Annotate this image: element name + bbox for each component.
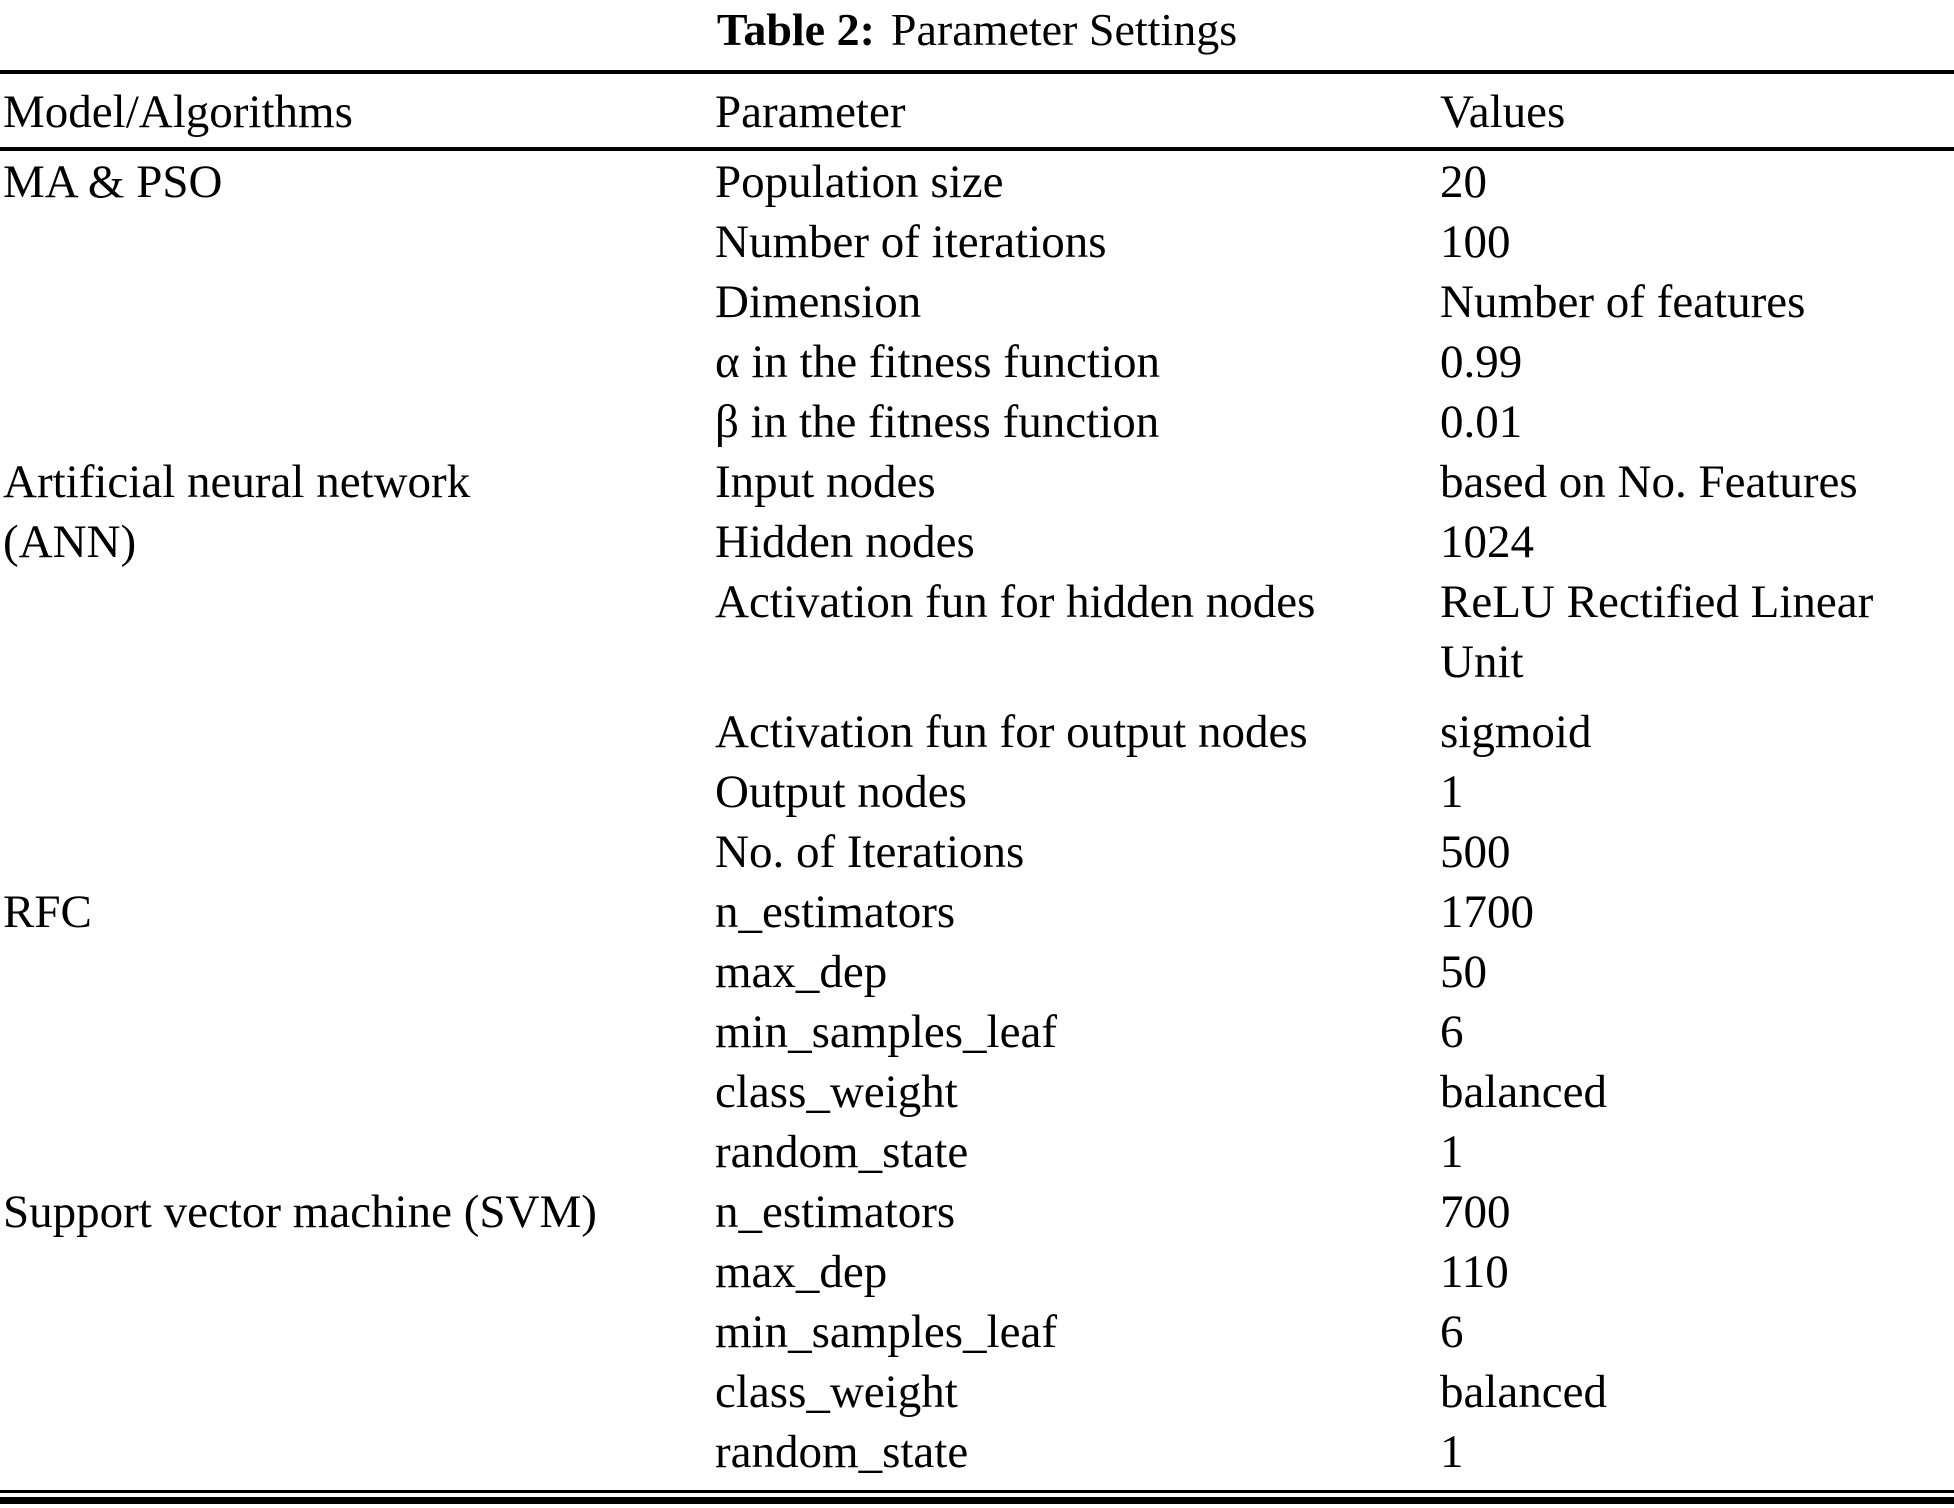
value-cell bbox=[1440, 882, 1954, 942]
value-cell bbox=[1440, 1002, 1954, 1062]
value-cell bbox=[1440, 212, 1954, 272]
parameter-rows bbox=[715, 452, 1954, 882]
value-line: 1 bbox=[1440, 766, 1464, 818]
value-cell bbox=[1440, 452, 1954, 512]
value-line: ReLU Rectified Linear bbox=[1440, 576, 1874, 628]
model-name: (ANN) bbox=[3, 516, 137, 568]
value-line: sigmoid bbox=[1440, 706, 1592, 758]
value-cell bbox=[1440, 512, 1954, 572]
table-bottom-rule-thin bbox=[0, 1490, 1954, 1493]
value-cell bbox=[1440, 762, 1954, 822]
parameter-rows bbox=[715, 1182, 1954, 1482]
model-group bbox=[0, 452, 1954, 882]
parameter-rows bbox=[715, 152, 1954, 452]
value-cell bbox=[1440, 822, 1954, 882]
table-row bbox=[715, 1002, 1954, 1062]
value-cell bbox=[1440, 1182, 1954, 1242]
parameter-cell: max_dep bbox=[715, 1246, 888, 1298]
table-row bbox=[715, 212, 1954, 272]
model-group bbox=[0, 152, 1954, 452]
parameter-cell: Input nodes bbox=[715, 456, 936, 508]
value-line: Unit bbox=[1440, 636, 1524, 688]
value-line: 100 bbox=[1440, 216, 1511, 268]
value-line: 50 bbox=[1440, 946, 1487, 998]
parameter-cell: class_weight bbox=[715, 1366, 958, 1418]
parameter-cell: Number of iterations bbox=[715, 216, 1107, 268]
table-row bbox=[715, 1182, 1954, 1242]
parameter-cell: n_estimators bbox=[715, 1186, 956, 1238]
table-header-row bbox=[0, 82, 1954, 142]
model-name: RFC bbox=[3, 886, 92, 938]
value-line: balanced bbox=[1440, 1066, 1608, 1118]
parameter-cell: Dimension bbox=[715, 276, 922, 328]
value-cell bbox=[1440, 702, 1954, 762]
parameter-cell: No. of Iterations bbox=[715, 826, 1025, 878]
value-cell bbox=[1440, 152, 1954, 212]
value-line: 20 bbox=[1440, 156, 1487, 208]
parameter-rows bbox=[715, 882, 1954, 1182]
table-row bbox=[715, 272, 1954, 332]
value-line: 0.99 bbox=[1440, 336, 1523, 388]
value-line: balanced bbox=[1440, 1366, 1608, 1418]
parameter-cell: class_weight bbox=[715, 1066, 958, 1118]
table-top-rule bbox=[0, 70, 1954, 74]
parameter-cell: min_samples_leaf bbox=[715, 1306, 1057, 1358]
model-cell bbox=[0, 882, 715, 1182]
value-cell bbox=[1440, 1062, 1954, 1122]
parameter-cell: random_state bbox=[715, 1426, 969, 1478]
table-row bbox=[715, 512, 1954, 572]
value-cell bbox=[1440, 1302, 1954, 1362]
table-row bbox=[715, 1242, 1954, 1302]
value-cell bbox=[1440, 332, 1954, 392]
parameter-cell: α in the fitness function bbox=[715, 336, 1160, 388]
value-cell bbox=[1440, 1362, 1954, 1422]
parameter-cell: min_samples_leaf bbox=[715, 1006, 1057, 1058]
value-line: 500 bbox=[1440, 826, 1511, 878]
parameter-cell: β in the fitness function bbox=[715, 396, 1160, 448]
parameter-cell: max_dep bbox=[715, 946, 888, 998]
model-name: Support vector machine (SVM) bbox=[3, 1186, 597, 1238]
column-header-model: Model/Algorithms bbox=[3, 86, 353, 138]
value-line: 6 bbox=[1440, 1006, 1464, 1058]
value-cell bbox=[1440, 942, 1954, 1002]
model-cell bbox=[0, 452, 715, 882]
parameter-cell: Population size bbox=[715, 156, 1004, 208]
value-line: 700 bbox=[1440, 1186, 1511, 1238]
value-cell bbox=[1440, 1242, 1954, 1302]
value-cell bbox=[1440, 1122, 1954, 1182]
table-row bbox=[715, 1062, 1954, 1122]
parameter-cell: Activation fun for output nodes bbox=[715, 706, 1308, 758]
value-cell bbox=[1440, 272, 1954, 332]
table-row bbox=[715, 702, 1954, 762]
table-row bbox=[715, 572, 1954, 692]
column-header-values: Values bbox=[1440, 86, 1566, 138]
value-line: based on No. Features bbox=[1440, 456, 1858, 508]
value-line: 0.01 bbox=[1440, 396, 1523, 448]
table-row bbox=[715, 1422, 1954, 1482]
table-row bbox=[715, 942, 1954, 1002]
parameter-cell: Hidden nodes bbox=[715, 516, 975, 568]
model-group bbox=[0, 1182, 1954, 1482]
table-caption bbox=[0, 2, 1954, 58]
parameter-cell: Activation fun for hidden nodes bbox=[715, 576, 1316, 628]
table-bottom-rule-thick bbox=[0, 1497, 1954, 1504]
value-cell bbox=[1440, 1422, 1954, 1482]
table-header-rule bbox=[0, 147, 1954, 151]
table-row bbox=[715, 452, 1954, 512]
model-name: MA & PSO bbox=[3, 156, 223, 208]
value-line: 110 bbox=[1440, 1246, 1509, 1298]
value-line: 1 bbox=[1440, 1126, 1464, 1178]
table-row bbox=[715, 152, 1954, 212]
value-line: Number of features bbox=[1440, 276, 1806, 328]
table-row bbox=[715, 1122, 1954, 1182]
parameter-cell: Output nodes bbox=[715, 766, 967, 818]
parameter-cell: random_state bbox=[715, 1126, 969, 1178]
table-row bbox=[715, 332, 1954, 392]
table-row bbox=[715, 882, 1954, 942]
table-caption-label: Table 2: bbox=[716, 4, 875, 55]
model-cell bbox=[0, 1182, 715, 1482]
table-row bbox=[715, 1302, 1954, 1362]
parameter-cell: n_estimators bbox=[715, 886, 956, 938]
table-row bbox=[715, 392, 1954, 452]
table-row bbox=[715, 1362, 1954, 1422]
value-cell bbox=[1440, 572, 1954, 692]
model-group bbox=[0, 882, 1954, 1182]
table-row bbox=[715, 762, 1954, 822]
table-body bbox=[0, 152, 1954, 1482]
value-cell bbox=[1440, 392, 1954, 452]
column-header-parameter: Parameter bbox=[715, 86, 906, 138]
table-row bbox=[715, 822, 1954, 882]
model-name: Artificial neural network bbox=[3, 456, 471, 508]
value-line: 1024 bbox=[1440, 516, 1534, 568]
value-line: 1 bbox=[1440, 1426, 1464, 1478]
model-cell bbox=[0, 152, 715, 452]
table-caption-text: Parameter Settings bbox=[890, 4, 1238, 55]
value-line: 6 bbox=[1440, 1306, 1464, 1358]
value-line: 1700 bbox=[1440, 886, 1534, 938]
